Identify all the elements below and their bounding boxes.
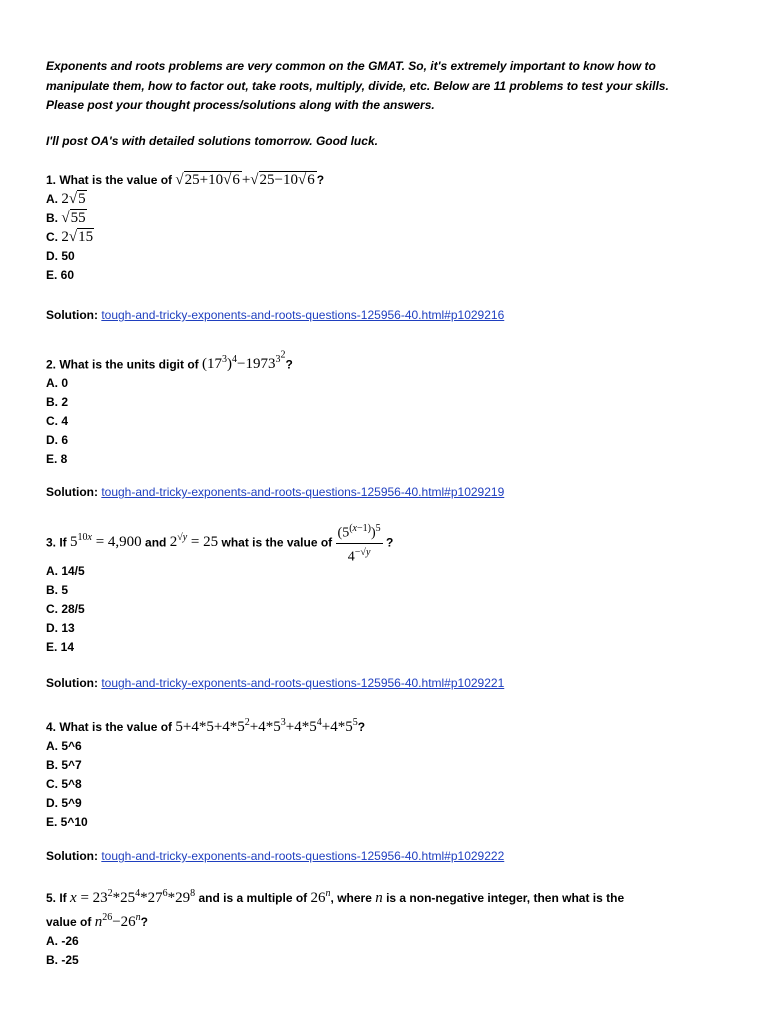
question-3-solution — [46, 674, 736, 693]
question-4-option-d: D. 5^9 — [46, 796, 82, 810]
question-2-option-d: D. 6 — [46, 433, 69, 448]
question-1 — [46, 171, 736, 285]
intro-line-3: Please post your thought process/solutions along with the answers. — [46, 98, 435, 112]
question-5 — [46, 884, 736, 970]
question-3-option-b: B. 5 — [46, 583, 69, 597]
question-4-suffix: ? — [357, 720, 366, 734]
question-4-option-a: A. 5^6 — [46, 739, 82, 753]
question-1-solution — [46, 306, 736, 325]
question-5-option-b: B. -25 — [46, 953, 79, 967]
question-5-text-2: , where — [330, 891, 372, 905]
question-3-text: what is the value of — [221, 535, 333, 550]
question-5-expr-26n: 26$^n$ — [310, 888, 331, 906]
question-5-stem-line-1 — [46, 884, 736, 908]
question-3-expr-a: $5^{10x} = 4,900$ — [70, 532, 142, 551]
question-2-option-b: B. 2 — [46, 395, 69, 410]
question-3-option-e: E. 14 — [46, 640, 75, 654]
question-1-stem — [46, 171, 736, 190]
question-2-option-a: A. 0 — [46, 376, 69, 391]
intro-good-luck — [46, 132, 736, 152]
question-1-option-a — [46, 190, 736, 209]
question-4 — [46, 713, 736, 832]
solution-label: Solution: — [46, 676, 98, 690]
question-1-prefix: 1. What is the value of — [46, 173, 173, 187]
solution-1-link[interactable]: tough-and-tricky-exponents-and-roots-questions-125956-40.html#p1029216 — [101, 308, 505, 322]
question-5-expr-n: n — [375, 890, 383, 906]
option-math: 2√15 — [61, 229, 94, 245]
intro — [46, 57, 736, 116]
solution-label: Solution: — [46, 308, 98, 322]
question-5-text-1: and is a multiple of — [198, 891, 308, 905]
question-4-prefix: 4. What is the value of — [46, 720, 173, 734]
question-2-expression: $(17^3)^4-1973^{3^2}$ — [202, 350, 286, 373]
option-label: B. — [46, 211, 58, 225]
question-3-prefix: 3. If — [46, 535, 67, 550]
solution-4-link[interactable]: tough-and-tricky-exponents-and-roots-questions-125956-40.html#p1029222 — [101, 849, 505, 863]
question-2-solution — [46, 483, 736, 502]
question-3 — [46, 520, 736, 566]
question-4-expression: $5+4*5+4*5^2+4*5^3+4*5^4+4*5^5$ — [175, 717, 358, 735]
question-5-expr-value: $n^{26}-26^n$ — [94, 912, 141, 930]
question-1-option-d: D. 50 — [46, 249, 75, 263]
question-3-suffix: ? — [386, 535, 394, 550]
question-5-expr-x: $x = 23^2*25^4*27^6*29^8$ — [70, 888, 196, 906]
question-1-expression: √25+10√6 +√25−10√6 — [175, 172, 315, 188]
option-math: √55 — [61, 210, 86, 226]
question-4-option-e: E. 5^10 — [46, 815, 88, 829]
question-2-option-e: E. 8 — [46, 452, 68, 467]
question-2 — [46, 346, 736, 469]
question-5-suffix: ? — [140, 915, 149, 929]
question-4-stem — [46, 713, 736, 737]
solution-3-link[interactable]: tough-and-tricky-exponents-and-roots-questions-125956-40.html#p1029221 — [101, 676, 505, 690]
question-3-option-c: C. 28/5 — [46, 602, 85, 616]
question-4-option-b: B. 5^7 — [46, 758, 82, 772]
option-label: C. — [46, 230, 58, 244]
intro-line-2: manipulate them, how to factor out, take roots, multiply, divide, etc. Below are 11 problems to test your skills. — [46, 78, 669, 93]
question-1-option-c — [46, 228, 736, 247]
question-3-fraction: $\frac{(5^{(x-1)})^5}{4^{-√y}}$ — [336, 520, 383, 566]
solution-label: Solution: — [46, 849, 98, 863]
question-3-option-a: A. 14/5 — [46, 564, 85, 578]
question-3-expr-b: $2^{√y} = 25$ — [169, 532, 219, 551]
question-3-stem — [46, 520, 736, 566]
question-5-prefix: 5. If — [46, 891, 67, 905]
question-5-value-of: value of — [46, 915, 92, 929]
intro-line-4: I'll post OA's with detailed solutions tomorrow. Good luck. — [46, 134, 378, 148]
question-1-suffix: ? — [316, 173, 325, 187]
question-3-option-d: D. 13 — [46, 621, 75, 635]
question-3-and: and — [145, 535, 167, 550]
question-5-option-a: A. -26 — [46, 934, 79, 948]
question-4-solution — [46, 847, 736, 866]
question-1-option-e: E. 60 — [46, 268, 75, 282]
intro-line-1: Exponents and roots problems are very common on the GMAT. So, it's extremely important to know how to — [46, 59, 656, 73]
question-4-option-c: C. 5^8 — [46, 777, 82, 791]
question-1-option-b — [46, 209, 736, 228]
question-2-suffix: ? — [285, 357, 293, 372]
question-5-text-3: is a non-negative integer, then what is the — [386, 891, 625, 905]
question-5-stem-line-2 — [46, 908, 736, 932]
option-math: 2√5 — [61, 191, 86, 207]
option-label: A. — [46, 192, 58, 206]
question-2-stem — [46, 346, 736, 374]
question-2-option-c: C. 4 — [46, 414, 69, 429]
solution-label: Solution: — [46, 485, 98, 499]
question-2-prefix: 2. What is the units digit of — [46, 357, 199, 372]
solution-2-link[interactable]: tough-and-tricky-exponents-and-roots-questions-125956-40.html#p1029219 — [101, 485, 505, 499]
question-3-options — [46, 562, 736, 657]
